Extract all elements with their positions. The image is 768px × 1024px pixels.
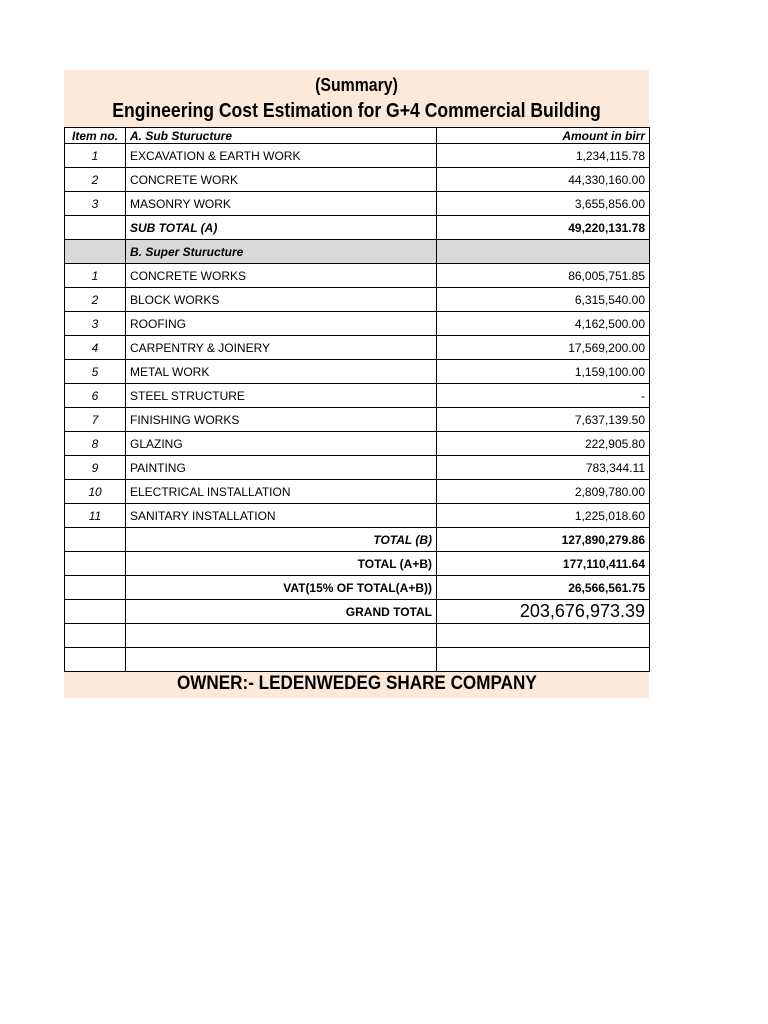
item-amount: 783,344.11 — [437, 456, 650, 480]
title-block — [64, 70, 649, 127]
table-row — [65, 504, 650, 528]
item-number: 8 — [65, 432, 126, 456]
item-amount: 222,905.80 — [437, 432, 650, 456]
item-amount: - — [437, 384, 650, 408]
item-description: FINISHING WORKS — [126, 408, 437, 432]
subtotal-a-label: SUB TOTAL (A) — [126, 216, 437, 240]
item-description: BLOCK WORKS — [126, 288, 437, 312]
table-row — [65, 480, 650, 504]
total-ab-label: TOTAL (A+B) — [126, 552, 437, 576]
table-row — [65, 312, 650, 336]
table-row — [65, 144, 650, 168]
document-title: Engineering Cost Estimation for G+4 Commercial Building — [112, 100, 601, 122]
item-number: 6 — [65, 384, 126, 408]
header-item-no: Item no. — [65, 128, 126, 144]
item-number: 2 — [65, 288, 126, 312]
cost-estimate-sheet — [64, 70, 649, 698]
owner-text: OWNER:- LEDENWEDEG SHARE COMPANY — [176, 673, 537, 694]
item-number: 1 — [65, 144, 126, 168]
table-row — [65, 432, 650, 456]
item-amount: 4,162,500.00 — [437, 312, 650, 336]
grand-total-amount: 203,676,973.39 — [437, 600, 650, 624]
table-row — [65, 384, 650, 408]
item-amount: 1,234,115.78 — [437, 144, 650, 168]
item-amount: 1,225,018.60 — [437, 504, 650, 528]
header-description: A. Sub Sturucture — [126, 128, 437, 144]
item-number: 5 — [65, 360, 126, 384]
total-b-label: TOTAL (B) — [126, 528, 437, 552]
table-row — [65, 336, 650, 360]
cost-table — [64, 127, 650, 672]
table-row — [65, 408, 650, 432]
item-number: 3 — [65, 192, 126, 216]
item-number: 1 — [65, 264, 126, 288]
item-amount: 6,315,540.00 — [437, 288, 650, 312]
item-amount: 86,005,751.85 — [437, 264, 650, 288]
item-amount: 7,637,139.50 — [437, 408, 650, 432]
total-ab-row — [65, 552, 650, 576]
item-description: METAL WORK — [126, 360, 437, 384]
item-number: 9 — [65, 456, 126, 480]
section-b-title: B. Super Sturucture — [126, 240, 437, 264]
table-row — [65, 288, 650, 312]
table-row — [65, 360, 650, 384]
item-description: MASONRY WORK — [126, 192, 437, 216]
summary-title: (Summary) — [315, 75, 398, 95]
item-number: 10 — [65, 480, 126, 504]
subtotal-a-amount: 49,220,131.78 — [437, 216, 650, 240]
table-row — [65, 192, 650, 216]
vat-label: VAT(15% OF TOTAL(A+B)) — [126, 576, 437, 600]
item-description: ROOFING — [126, 312, 437, 336]
item-number: 11 — [65, 504, 126, 528]
item-description: SANITARY INSTALLATION — [126, 504, 437, 528]
item-amount: 1,159,100.00 — [437, 360, 650, 384]
table-row — [65, 456, 650, 480]
item-description: STEEL STRUCTURE — [126, 384, 437, 408]
item-amount: 17,569,200.00 — [437, 336, 650, 360]
grand-total-label: GRAND TOTAL — [126, 600, 437, 624]
item-amount: 2,809,780.00 — [437, 480, 650, 504]
item-number: 4 — [65, 336, 126, 360]
item-description: GLAZING — [126, 432, 437, 456]
item-description: PAINTING — [126, 456, 437, 480]
item-number: 7 — [65, 408, 126, 432]
item-number: 2 — [65, 168, 126, 192]
empty-row — [65, 624, 650, 648]
vat-row — [65, 576, 650, 600]
empty-row — [65, 648, 650, 672]
item-description: CONCRETE WORKS — [126, 264, 437, 288]
item-number: 3 — [65, 312, 126, 336]
item-description: ELECTRICAL INSTALLATION — [126, 480, 437, 504]
item-amount: 3,655,856.00 — [437, 192, 650, 216]
item-description: CARPENTRY & JOINERY — [126, 336, 437, 360]
item-description: CONCRETE WORK — [126, 168, 437, 192]
vat-amount: 26,566,561.75 — [437, 576, 650, 600]
item-description: EXCAVATION & EARTH WORK — [126, 144, 437, 168]
section-b-header — [65, 240, 650, 264]
header-amount: Amount in birr — [437, 128, 650, 144]
total-b-amount: 127,890,279.86 — [437, 528, 650, 552]
table-row — [65, 168, 650, 192]
owner-footer — [64, 672, 649, 698]
grand-total-row — [65, 600, 650, 624]
table-row — [65, 264, 650, 288]
subtotal-a-row — [65, 216, 650, 240]
header-row — [65, 128, 650, 144]
total-ab-amount: 177,110,411.64 — [437, 552, 650, 576]
item-amount: 44,330,160.00 — [437, 168, 650, 192]
total-b-row — [65, 528, 650, 552]
